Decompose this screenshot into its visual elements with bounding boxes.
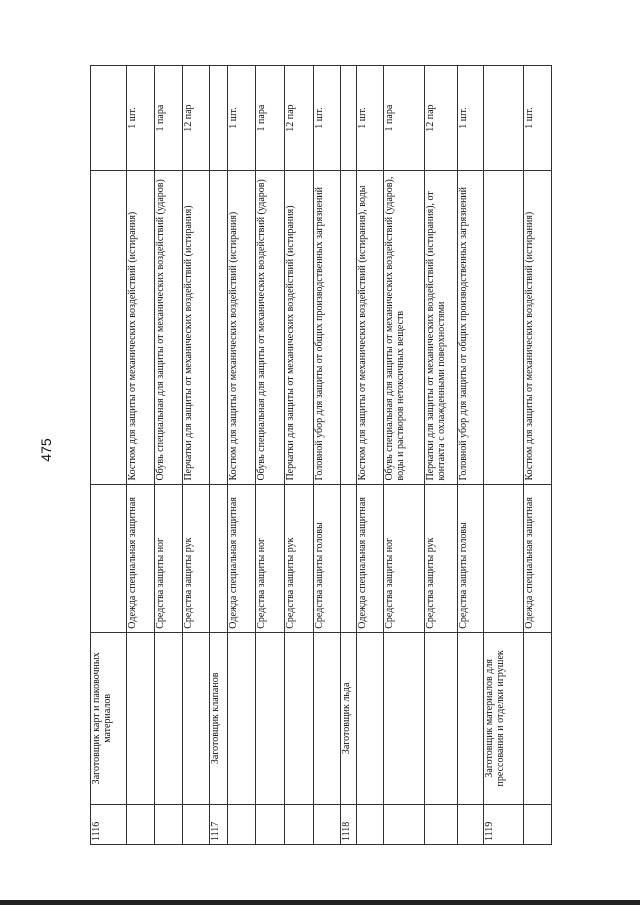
ppe-norm: 1 шт.: [524, 66, 552, 171]
ppe-item: Одежда специальная защитная: [127, 484, 155, 632]
profession-name: Заготовщик материалов для прессования и отделки игрушек: [484, 632, 524, 804]
ppe-norm: 12 пар: [183, 66, 210, 171]
table-row: [256, 66, 285, 845]
item-cell-empty: [484, 484, 524, 632]
ppe-item: Средства защиты головы: [314, 484, 341, 632]
ppe-norm: 1 пара: [384, 66, 425, 171]
number-cell-empty: [256, 804, 285, 844]
table-row: [458, 66, 484, 845]
group-header-row: [484, 66, 524, 845]
ppe-item: Средства защиты рук: [183, 484, 210, 632]
number-cell-empty: [127, 804, 155, 844]
ppe-description: Костюм для защиты от механических воздействий (истирания): [127, 171, 155, 484]
norm-cell-empty: [91, 66, 127, 171]
table-row: [384, 66, 425, 845]
profession-cell-empty: [256, 632, 285, 804]
description-cell-empty: [91, 171, 127, 484]
number-cell-empty: [314, 804, 341, 844]
norm-cell-empty: [210, 66, 228, 171]
rotated-table-container: [90, 65, 551, 845]
ppe-description: Обувь специальная для защиты от механических воздействий (ударов): [256, 171, 285, 484]
number-cell-empty: [425, 804, 458, 844]
ppe-description: Перчатки для защиты от механических воздействий (истирания): [183, 171, 210, 484]
ppe-norms-table: [90, 65, 552, 845]
profession-cell-empty: [524, 632, 552, 804]
table-row: [228, 66, 256, 845]
ppe-description: Головной убор для защиты от общих производственных загрязнений: [458, 171, 484, 484]
ppe-norm: 1 шт.: [228, 66, 256, 171]
row-number: 1117: [210, 804, 228, 844]
description-cell-empty: [341, 171, 357, 484]
ppe-item: Средства защиты головы: [458, 484, 484, 632]
description-cell-empty: [484, 171, 524, 484]
group-header-row: [341, 66, 357, 845]
norm-cell-empty: [341, 66, 357, 171]
ppe-description: Костюм для защиты от механических воздействий (истирания): [524, 171, 552, 484]
profession-cell-empty: [155, 632, 183, 804]
row-number: 1116: [91, 804, 127, 844]
table-row: [183, 66, 210, 845]
ppe-item: Средства защиты ног: [155, 484, 183, 632]
ppe-norm: 12 пар: [285, 66, 314, 171]
norm-cell-empty: [484, 66, 524, 171]
number-cell-empty: [183, 804, 210, 844]
profession-cell-empty: [314, 632, 341, 804]
number-cell-empty: [458, 804, 484, 844]
ppe-description: Костюм для защиты от механических воздействий (истирания), воды: [357, 171, 384, 484]
table-row: [285, 66, 314, 845]
ppe-item: Средства защиты рук: [285, 484, 314, 632]
profession-cell-empty: [228, 632, 256, 804]
number-cell-empty: [285, 804, 314, 844]
ppe-item: Средства защиты ног: [256, 484, 285, 632]
ppe-norm: 1 шт.: [127, 66, 155, 171]
ppe-description: Перчатки для защиты от механических воздействий (истирания), от контакта с охлажденными поверхностями: [425, 171, 458, 484]
profession-name: Заготовщик карт и паковочных материалов: [91, 632, 127, 804]
group-header-row: [91, 66, 127, 845]
table-row: [357, 66, 384, 845]
table-row: [155, 66, 183, 845]
ppe-norm: 1 шт.: [357, 66, 384, 171]
number-cell-empty: [228, 804, 256, 844]
profession-cell-empty: [357, 632, 384, 804]
ppe-description: Головной убор для защиты от общих производственных загрязнений: [314, 171, 341, 484]
ppe-item: Средства защиты рук: [425, 484, 458, 632]
ppe-item: Средства защиты ног: [384, 484, 425, 632]
description-cell-empty: [210, 171, 228, 484]
profession-cell-empty: [285, 632, 314, 804]
ppe-description: Костюм для защиты от механических воздействий (истирания): [228, 171, 256, 484]
row-number: 1119: [484, 804, 524, 844]
number-cell-empty: [524, 804, 552, 844]
ppe-norm: 12 пар: [425, 66, 458, 171]
ppe-item: Одежда специальная защитная: [524, 484, 552, 632]
profession-name: Заготовщик льда: [341, 632, 357, 804]
ppe-description: Обувь специальная для защиты от механических воздействий (ударов): [155, 171, 183, 484]
profession-cell-empty: [127, 632, 155, 804]
ppe-norm: 1 шт.: [458, 66, 484, 171]
number-cell-empty: [357, 804, 384, 844]
ppe-norm: 1 пара: [155, 66, 183, 171]
profession-cell-empty: [183, 632, 210, 804]
group-header-row: [210, 66, 228, 845]
ppe-norm: 1 шт.: [314, 66, 341, 171]
ppe-description: Перчатки для защиты от механических воздействий (истирания): [285, 171, 314, 484]
row-number: 1118: [341, 804, 357, 844]
profession-cell-empty: [458, 632, 484, 804]
page-number: 475: [38, 438, 54, 462]
ppe-norm: 1 пара: [256, 66, 285, 171]
scan-edge: [0, 900, 640, 905]
ppe-item: Одежда специальная защитная: [228, 484, 256, 632]
profession-cell-empty: [384, 632, 425, 804]
table-row: [425, 66, 458, 845]
ppe-item: Одежда специальная защитная: [357, 484, 384, 632]
number-cell-empty: [384, 804, 425, 844]
profession-name: Заготовщик клапанов: [210, 632, 228, 804]
table-row: [127, 66, 155, 845]
profession-cell-empty: [425, 632, 458, 804]
table-row: [314, 66, 341, 845]
table-row: [524, 66, 552, 845]
item-cell-empty: [210, 484, 228, 632]
number-cell-empty: [155, 804, 183, 844]
item-cell-empty: [341, 484, 357, 632]
item-cell-empty: [91, 484, 127, 632]
ppe-description: Обувь специальная для защиты от механических воздействий (ударов), воды и растворов нетоксичных веществ: [384, 171, 425, 484]
